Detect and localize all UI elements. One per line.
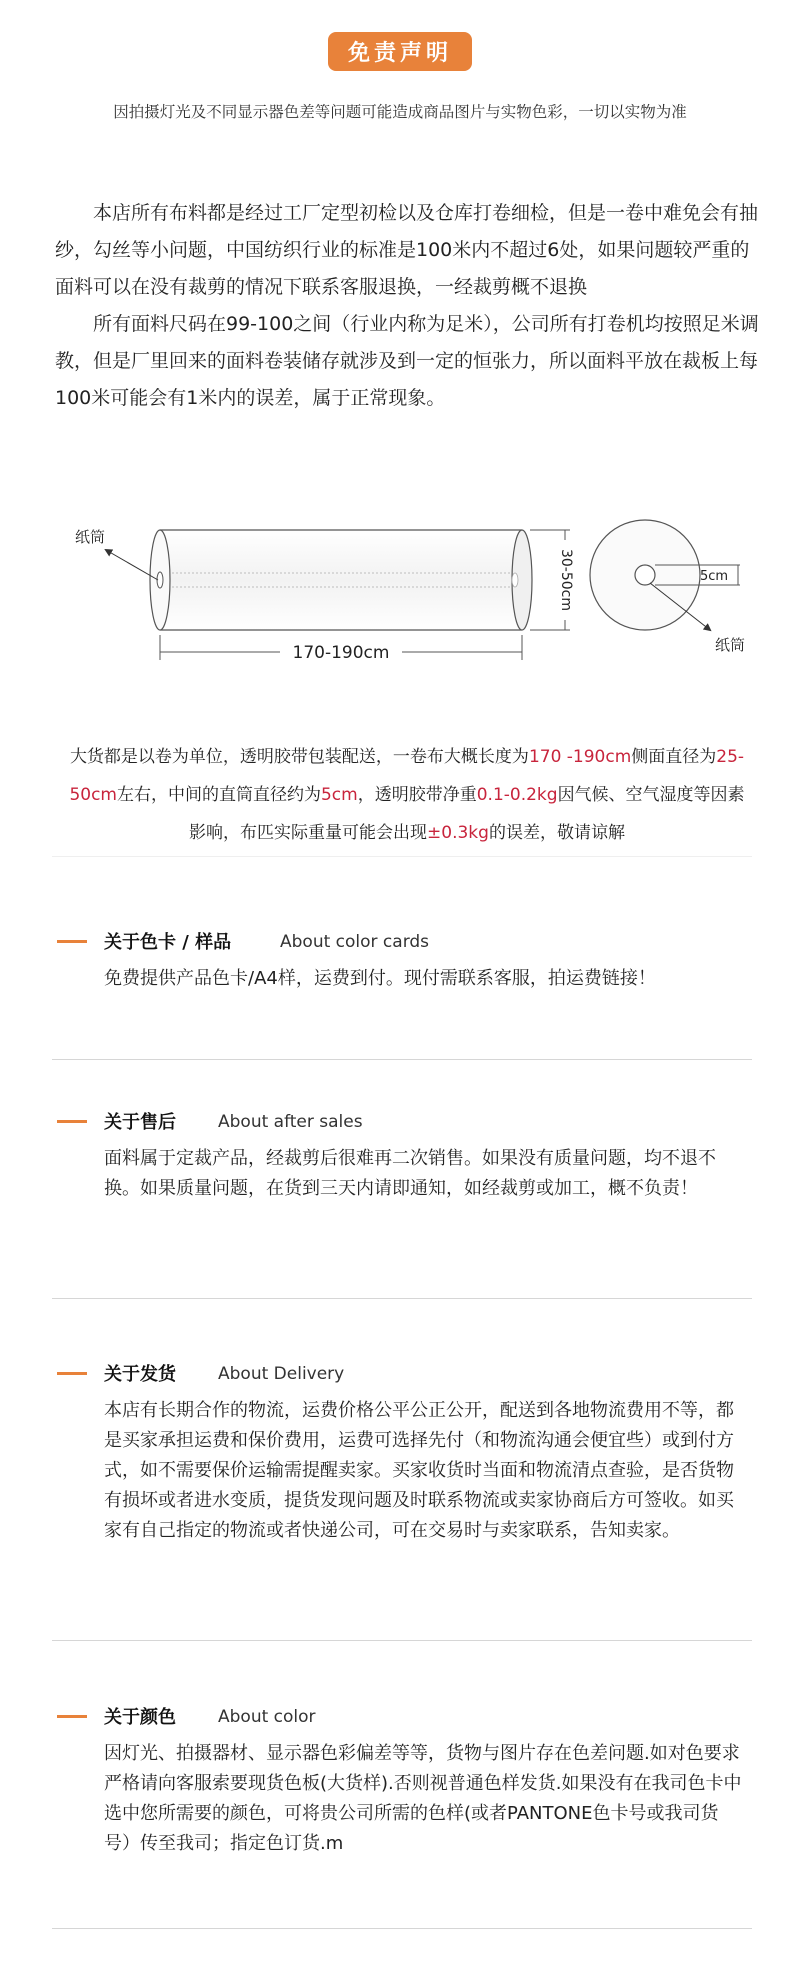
- section-subtitle: About color: [218, 1707, 316, 1727]
- bulk-error-value: ±0.3kg: [427, 823, 489, 843]
- section-body: 因灯光、拍摄器材、显示器色彩偏差等等，货物与图片存在色差问题.如对色要求严格请向客服索要现货色板(大货样).否则视普通色样发货.如果没有在我司色卡中选中您所需要的颜色，可将贵公司所需的色样(或者PANTONE色卡号或我司货号）传至我司；指定色订货.m: [104, 1743, 742, 1854]
- bulk-length-value: 170 -190cm: [528, 747, 632, 767]
- core-hole-side: [635, 565, 655, 585]
- section-title: 关于色卡 / 样品: [104, 932, 232, 953]
- section-accent-bar: [57, 1715, 87, 1718]
- section-after-sales: [52, 1108, 752, 1204]
- section-subtitle: About after sales: [218, 1112, 363, 1132]
- divider: [52, 1640, 752, 1641]
- section-color: [52, 1703, 752, 1859]
- section-body: 面料属于定裁产品，经裁剪后很难再二次销售。如果没有质量问题，均不退不换。如果质量问题，在货到三天内请即通知，如经裁剪或加工，概不负责！: [104, 1148, 716, 1199]
- section-subtitle: About Delivery: [218, 1364, 345, 1384]
- bulk-diameter-value: 25-50cm: [69, 747, 745, 805]
- section-body: 本店有长期合作的物流，运费价格公平公正公开，配送到各地物流费用不等，都是买家承担运费和保价费用，运费可选择先付（和物流沟通会便宜些）或到付方式，如不需要保价运输需提醒卖家。买家收货时当面和物流清点查验，是否货物有损坏或者进水变质，提货发现问题及时联系物流或卖家协商后方可签收。如买家有自己指定的物流或者快递公司，可在交易时与卖家联系，告知卖家。: [104, 1400, 734, 1541]
- divider: [52, 856, 752, 857]
- section-title: 关于发货: [104, 1364, 176, 1385]
- intro-paragraph-1: 本店所有布料都是经过工厂定型初检以及仓库打卷细检，但是一卷中难免会有抽纱，勾丝等小问题，中国纺织行业的标准是100米内不超过6处，如果问题较严重的面料可以在没有裁剪的情况下联系客服退换，一经裁剪概不退换: [55, 202, 759, 298]
- disclaimer-text: 因拍摄灯光及不同显示器色差等问题可能造成商品图片与实物色彩，一切以实物为准: [113, 103, 687, 121]
- divider: [52, 1928, 752, 1929]
- right-core-label: 纸筒: [715, 636, 746, 654]
- bulk-text-5: 因气候、空气湿度等因素影响，布匹实际重量可能会出现: [189, 785, 745, 843]
- bulk-text-1: 大货都是以卷为单位，透明胶带包装配送，一卷布大概长度为: [69, 747, 529, 767]
- disclaimer-badge: 免责声明: [328, 32, 472, 71]
- bulk-text-3: 左右，中间的直筒直径约为: [116, 785, 321, 805]
- section-subtitle: About color cards: [280, 932, 430, 952]
- roll-body: [160, 530, 522, 630]
- core-size-label: 5cm: [700, 569, 729, 584]
- intro-paragraph-2: 所有面料尺码在99-100之间（行业内称为足米），公司所有打卷机均按照足米调教，但是厂里回来的面料卷装储存就涉及到一定的恒张力，所以面料平放在裁板上每100米可能会有1米内的误差，属于正常现象。: [55, 313, 759, 409]
- intro-block: [55, 195, 765, 417]
- bulk-text-2: 侧面直径为: [631, 747, 717, 767]
- section-body: 免费提供产品色卡/A4样，运费到付。现付需联系客服，拍运费链接！: [104, 968, 656, 989]
- bulk-info: [62, 738, 752, 852]
- section-title: 关于颜色: [104, 1707, 176, 1728]
- section-accent-bar: [57, 1120, 87, 1123]
- divider: [52, 1059, 752, 1060]
- bulk-text-4: ，透明胶带净重: [357, 785, 477, 805]
- bulk-core-value: 5cm: [320, 785, 358, 805]
- length-label: 170-190cm: [292, 643, 390, 663]
- section-accent-bar: [57, 940, 87, 943]
- section-color-cards: [52, 928, 752, 994]
- divider: [52, 1298, 752, 1299]
- section-delivery: [52, 1360, 752, 1546]
- header: [0, 32, 800, 71]
- bulk-text-6: 的误差，敬请谅解: [488, 823, 625, 843]
- section-accent-bar: [57, 1372, 87, 1375]
- section-title: 关于售后: [104, 1112, 176, 1133]
- diameter-label: 30-50cm: [558, 548, 574, 612]
- bulk-tape-weight-value: 0.1-0.2kg: [476, 785, 558, 805]
- fabric-roll-diagram: [60, 500, 770, 670]
- left-core-label: 纸筒: [75, 528, 106, 546]
